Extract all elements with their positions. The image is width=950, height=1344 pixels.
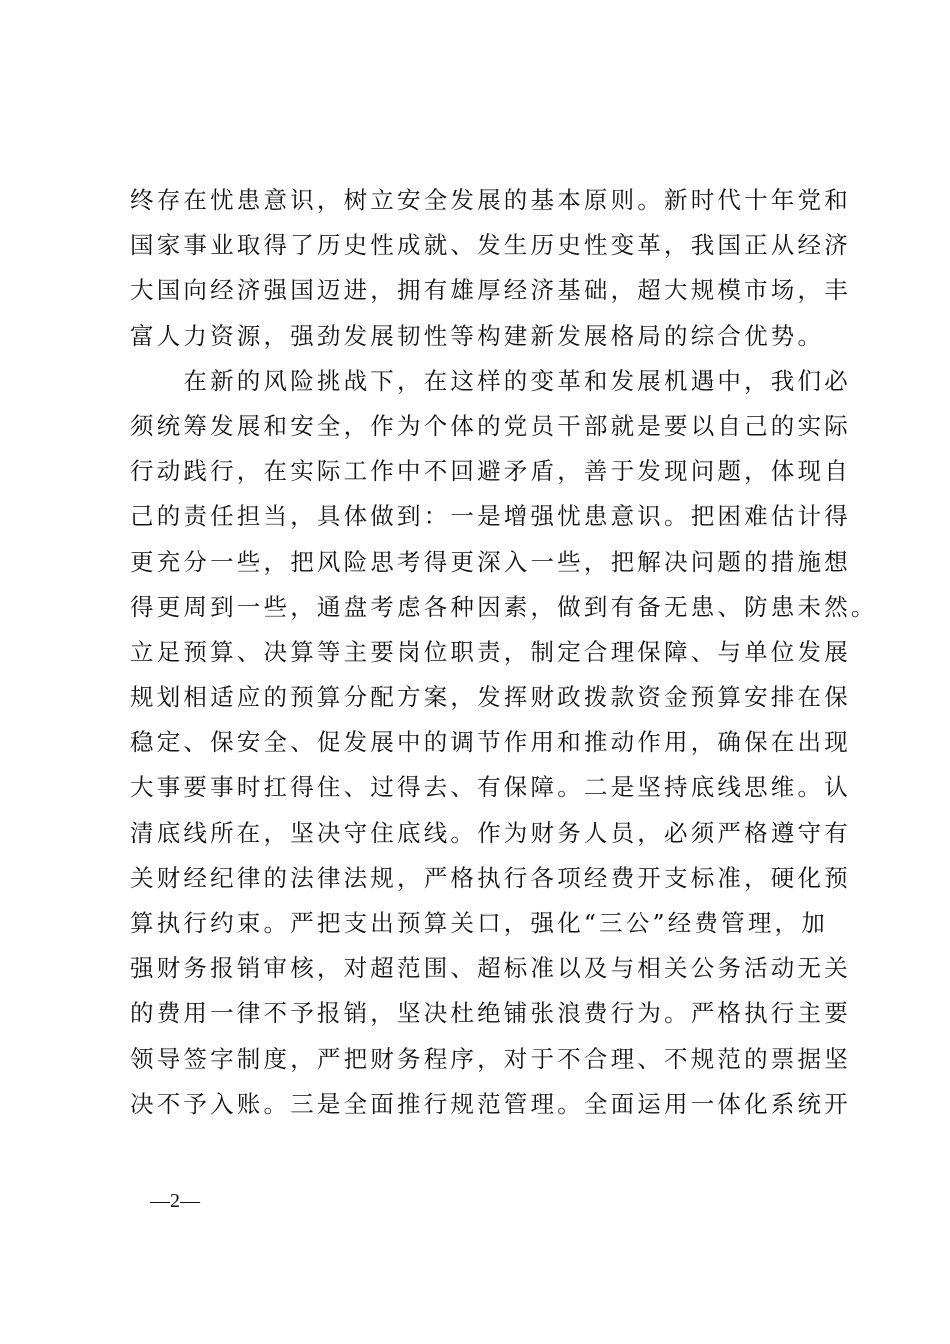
text-line: 领导签字制度，严把财务程序，对于不合理、不规范的票据坚	[130, 1044, 851, 1073]
text-line: 得更周到一些，通盘考虑各种因素，做到有备无患、防患未然。	[130, 592, 878, 621]
text-line: 大国向经济强国迈进，拥有雄厚经济基础，超大规模市场，丰	[130, 276, 851, 305]
page-number: —2—	[150, 1190, 200, 1212]
text-line: 大事要事时扛得住、过得去、有保障。二是坚持底线思维。认	[130, 773, 851, 802]
text-line: 关财经纪律的法律法规，严格执行各项经费开支标准，硬化预	[130, 863, 851, 892]
text-line: 更充分一些，把风险思考得更深入一些，把解决问题的措施想	[130, 547, 851, 576]
text-line: 规划相适应的预算分配方案，发挥财政拨款资金预算安排在保	[130, 683, 851, 712]
text-line: 算执行约束。严把支出预算关口，强化“三公”经费管理，加	[130, 909, 828, 937]
text-line: 强财务报销审核，对超范围、超标准以及与相关公务活动无关	[130, 954, 851, 983]
text-line: 立足预算、决算等主要岗位职责，制定合理保障、与单位发展	[130, 637, 851, 666]
text-line: 终存在忧患意识，树立安全发展的基本原则。新时代十年党和	[130, 186, 851, 214]
text-line: 稳定、保安全、促发展中的调节作用和推动作用，确保在出现	[130, 728, 851, 757]
text-line: 在新的风险挑战下，在这样的变革和发展机遇中，我们必	[130, 366, 851, 395]
text-line: 决不予入账。三是全面推行规范管理。全面运用一体化系统开	[130, 1089, 851, 1118]
text-line: 国家事业取得了历史性成就、发生历史性变革，我国正从经济	[130, 231, 851, 260]
text-line: 清底线所在，坚决守住底线。作为财务人员，必须严格遵守有	[130, 818, 851, 847]
text-line: 行动践行，在实际工作中不回避矛盾，善于发现问题，体现自	[130, 457, 851, 486]
text-line: 富人力资源，强劲发展韧性等构建新发展格局的综合优势。	[130, 321, 825, 350]
text-line: 须统筹发展和安全，作为个体的党员干部就是要以自己的实际	[130, 411, 851, 440]
body-text	[130, 178, 878, 1127]
text-line: 的费用一律不予报销，坚决杜绝铺张浪费行为。严格执行主要	[130, 999, 851, 1028]
text-line: 己的责任担当，具体做到：一是增强忧患意识。把困难估计得	[130, 502, 851, 531]
